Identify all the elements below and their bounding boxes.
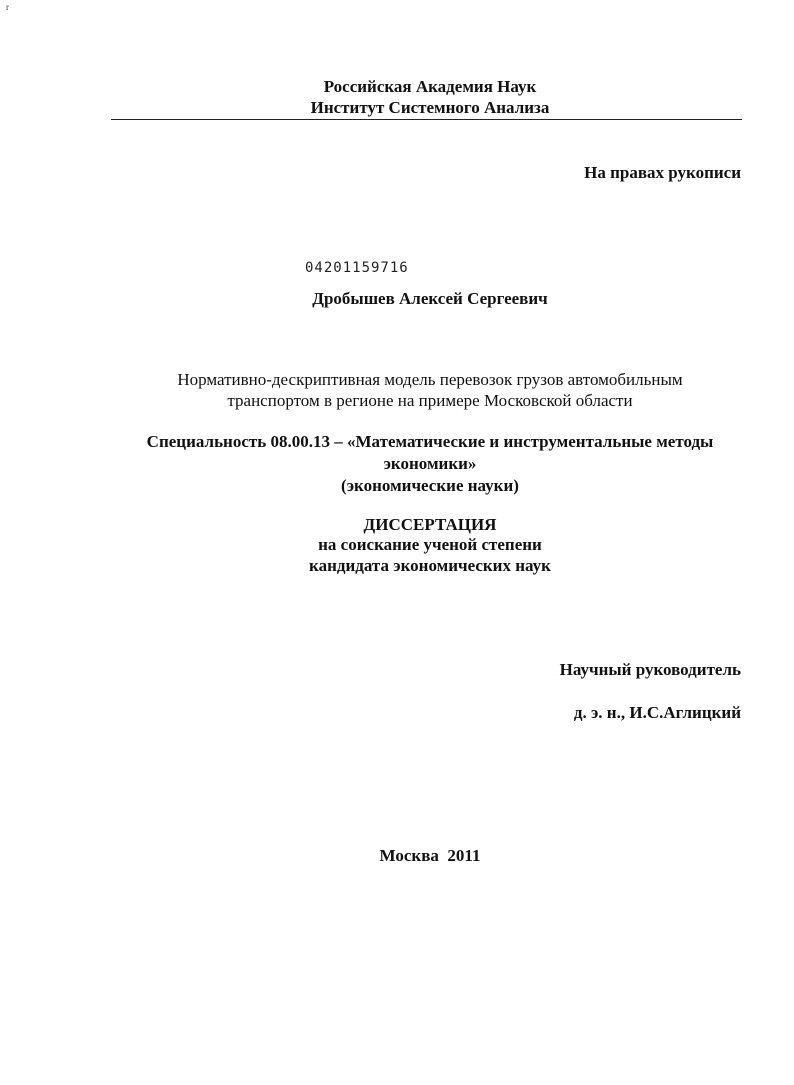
scan-corner-mark: r (6, 2, 9, 12)
degree-line-2: кандидата экономических наук (309, 556, 551, 575)
thesis-title-line-1: Нормативно-дескриптивная модель перевозок грузов автомобильным (177, 370, 683, 389)
author-name: Дробышев Алексей Сергеевич (312, 289, 548, 308)
supervisor-label: Научный руководитель (559, 660, 741, 679)
degree-line-1: на соискание ученой степени (318, 535, 542, 554)
header-divider (111, 119, 742, 120)
specialty-line-1: Специальность 08.00.13 – «Математические и инструментальные методы (146, 432, 714, 451)
specialty-line-2: экономики» (383, 454, 477, 473)
dissertation-heading: ДИССЕРТАЦИЯ (363, 515, 497, 534)
institute-name: Институт Системного Анализа (310, 98, 550, 117)
academy-name: Российская Академия Наук (323, 77, 537, 96)
rights-note: На правах рукописи (584, 163, 741, 182)
place-year: Москва 2011 (379, 846, 481, 865)
catalog-code: 04201159716 (305, 260, 409, 276)
thesis-title-line-2: транспортом в регионе на примере Московской области (227, 391, 633, 410)
specialty-line-3: (экономические науки) (341, 476, 519, 495)
supervisor-name: д. э. н., И.С.Аглицкий (573, 703, 741, 722)
